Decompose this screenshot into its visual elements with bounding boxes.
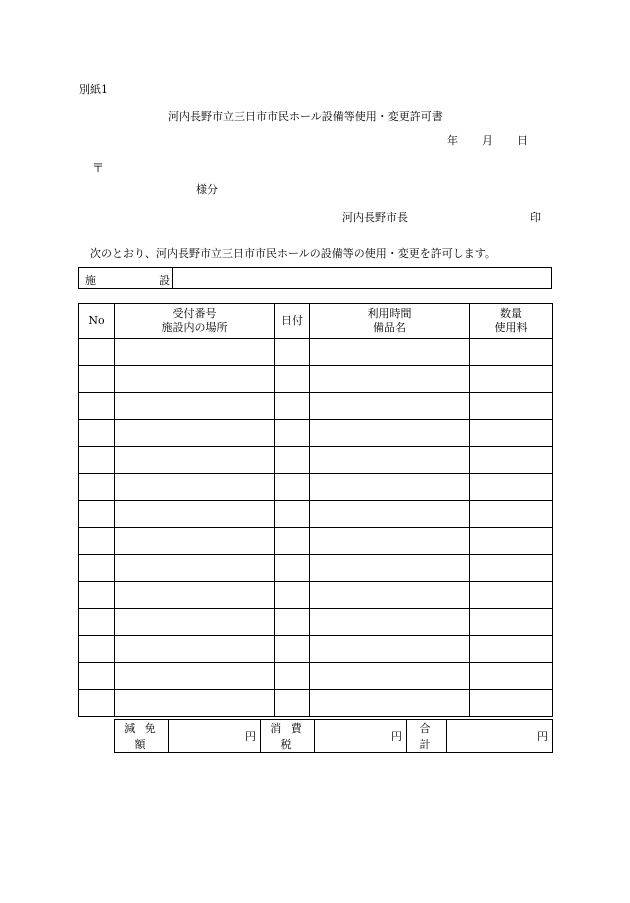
time-cell[interactable] <box>310 366 470 393</box>
table-row <box>79 366 553 393</box>
seal-mark: 印 <box>530 211 541 224</box>
tax-amount-cell[interactable] <box>315 720 407 753</box>
table-row <box>79 501 553 528</box>
date-cell[interactable] <box>275 339 310 366</box>
total-label: 合 計 <box>407 720 447 753</box>
no-cell[interactable] <box>79 420 115 447</box>
receipt-cell[interactable] <box>115 474 275 501</box>
receipt-cell[interactable] <box>115 609 275 636</box>
qty-cell[interactable] <box>470 663 553 690</box>
qty-cell[interactable] <box>470 339 553 366</box>
time-cell[interactable] <box>310 663 470 690</box>
receipt-cell[interactable] <box>115 555 275 582</box>
qty-cell[interactable] <box>470 555 553 582</box>
date-cell[interactable] <box>275 609 310 636</box>
table-row <box>79 690 553 717</box>
date-cell[interactable] <box>275 474 310 501</box>
no-cell[interactable] <box>79 636 115 663</box>
receipt-cell[interactable] <box>115 582 275 609</box>
date-cell[interactable] <box>275 501 310 528</box>
date-cell[interactable] <box>275 366 310 393</box>
qty-cell[interactable] <box>470 636 553 663</box>
table-row <box>79 636 553 663</box>
header-no-text: No <box>88 314 105 327</box>
no-cell[interactable] <box>79 663 115 690</box>
facility-label <box>79 268 173 288</box>
table-row <box>79 339 553 366</box>
header-no <box>79 304 115 339</box>
no-cell[interactable] <box>79 366 115 393</box>
table-row <box>79 474 553 501</box>
table-row <box>79 582 553 609</box>
receipt-cell[interactable] <box>115 366 275 393</box>
issuer-name: 河内長野市長 <box>342 211 408 224</box>
time-cell[interactable] <box>310 582 470 609</box>
no-cell[interactable] <box>79 339 115 366</box>
reduction-unit: 円 <box>245 730 256 743</box>
reduction-label: 減 免 額 <box>115 720 169 753</box>
fee-summary-row <box>115 720 553 753</box>
receipt-cell[interactable] <box>115 447 275 474</box>
total-amount-cell[interactable] <box>447 720 553 753</box>
postal-mark: 〒 <box>92 161 105 175</box>
qty-cell[interactable] <box>470 447 553 474</box>
qty-cell[interactable] <box>470 420 553 447</box>
date-cell[interactable] <box>275 555 310 582</box>
reduction-amount-cell[interactable] <box>169 720 261 753</box>
facility-label-right: 設 <box>159 274 170 287</box>
table-row <box>79 420 553 447</box>
qty-cell[interactable] <box>470 393 553 420</box>
date-cell[interactable] <box>275 420 310 447</box>
header-date <box>275 304 310 339</box>
date-cell[interactable] <box>275 447 310 474</box>
addressee-suffix: 様分 <box>196 183 218 196</box>
date-month-label: 月 <box>482 134 493 147</box>
time-cell[interactable] <box>310 609 470 636</box>
date-cell[interactable] <box>275 636 310 663</box>
time-cell[interactable] <box>310 555 470 582</box>
receipt-cell[interactable] <box>115 690 275 717</box>
date-cell[interactable] <box>275 528 310 555</box>
facility-box <box>78 267 552 289</box>
no-cell[interactable] <box>79 447 115 474</box>
header-time-line2: 備品名 <box>373 321 406 334</box>
table-header-row <box>79 304 553 339</box>
table-body <box>79 339 553 717</box>
table-row <box>79 555 553 582</box>
receipt-cell[interactable] <box>115 501 275 528</box>
time-cell[interactable] <box>310 501 470 528</box>
date-cell[interactable] <box>275 393 310 420</box>
date-day-label: 日 <box>517 134 528 147</box>
table-row <box>79 609 553 636</box>
time-cell[interactable] <box>310 636 470 663</box>
time-cell[interactable] <box>310 420 470 447</box>
time-cell[interactable] <box>310 393 470 420</box>
header-receipt-line2: 施設内の場所 <box>161 321 228 334</box>
no-cell[interactable] <box>79 393 115 420</box>
time-cell[interactable] <box>310 447 470 474</box>
header-qty <box>470 304 553 339</box>
header-time-line1: 利用時間 <box>367 307 412 320</box>
receipt-cell[interactable] <box>115 339 275 366</box>
document-title: 河内長野市立三日市市民ホール設備等使用・変更許可書 <box>168 110 443 123</box>
date-year-label: 年 <box>447 134 458 147</box>
qty-cell[interactable] <box>470 366 553 393</box>
receipt-cell[interactable] <box>115 636 275 663</box>
header-time <box>310 304 470 339</box>
qty-cell[interactable] <box>470 582 553 609</box>
header-qty-line1: 数量 <box>500 307 522 320</box>
qty-cell[interactable] <box>470 690 553 717</box>
usage-table <box>78 303 553 717</box>
time-cell[interactable] <box>310 690 470 717</box>
date-cell[interactable] <box>275 690 310 717</box>
receipt-cell[interactable] <box>115 393 275 420</box>
receipt-cell[interactable] <box>115 663 275 690</box>
tax-unit: 円 <box>391 730 402 743</box>
date-cell[interactable] <box>275 582 310 609</box>
qty-cell[interactable] <box>470 609 553 636</box>
date-cell[interactable] <box>275 663 310 690</box>
qty-cell[interactable] <box>470 528 553 555</box>
header-receipt-line1: 受付番号 <box>172 307 217 320</box>
receipt-cell[interactable] <box>115 420 275 447</box>
permission-statement: 次のとおり、河内長野市立三日市市民ホールの設備等の使用・変更を許可します。 <box>90 247 496 260</box>
no-cell[interactable] <box>79 528 115 555</box>
time-cell[interactable] <box>310 474 470 501</box>
time-cell[interactable] <box>310 528 470 555</box>
no-cell[interactable] <box>79 501 115 528</box>
header-date-text: 日付 <box>281 314 303 327</box>
qty-cell[interactable] <box>470 474 553 501</box>
attachment-label: 別紙1 <box>79 83 108 96</box>
no-cell[interactable] <box>79 690 115 717</box>
no-cell[interactable] <box>79 609 115 636</box>
facility-label-left: 施 <box>85 274 96 287</box>
qty-cell[interactable] <box>470 501 553 528</box>
fee-summary-table <box>114 719 553 753</box>
no-cell[interactable] <box>79 582 115 609</box>
table-row <box>79 447 553 474</box>
receipt-cell[interactable] <box>115 528 275 555</box>
header-receipt <box>115 304 275 339</box>
total-unit: 円 <box>537 730 548 743</box>
no-cell[interactable] <box>79 555 115 582</box>
time-cell[interactable] <box>310 339 470 366</box>
table-row <box>79 663 553 690</box>
table-row <box>79 528 553 555</box>
tax-label: 消 費 税 <box>261 720 315 753</box>
no-cell[interactable] <box>79 474 115 501</box>
table-row <box>79 393 553 420</box>
header-qty-line2: 使用料 <box>494 321 528 334</box>
